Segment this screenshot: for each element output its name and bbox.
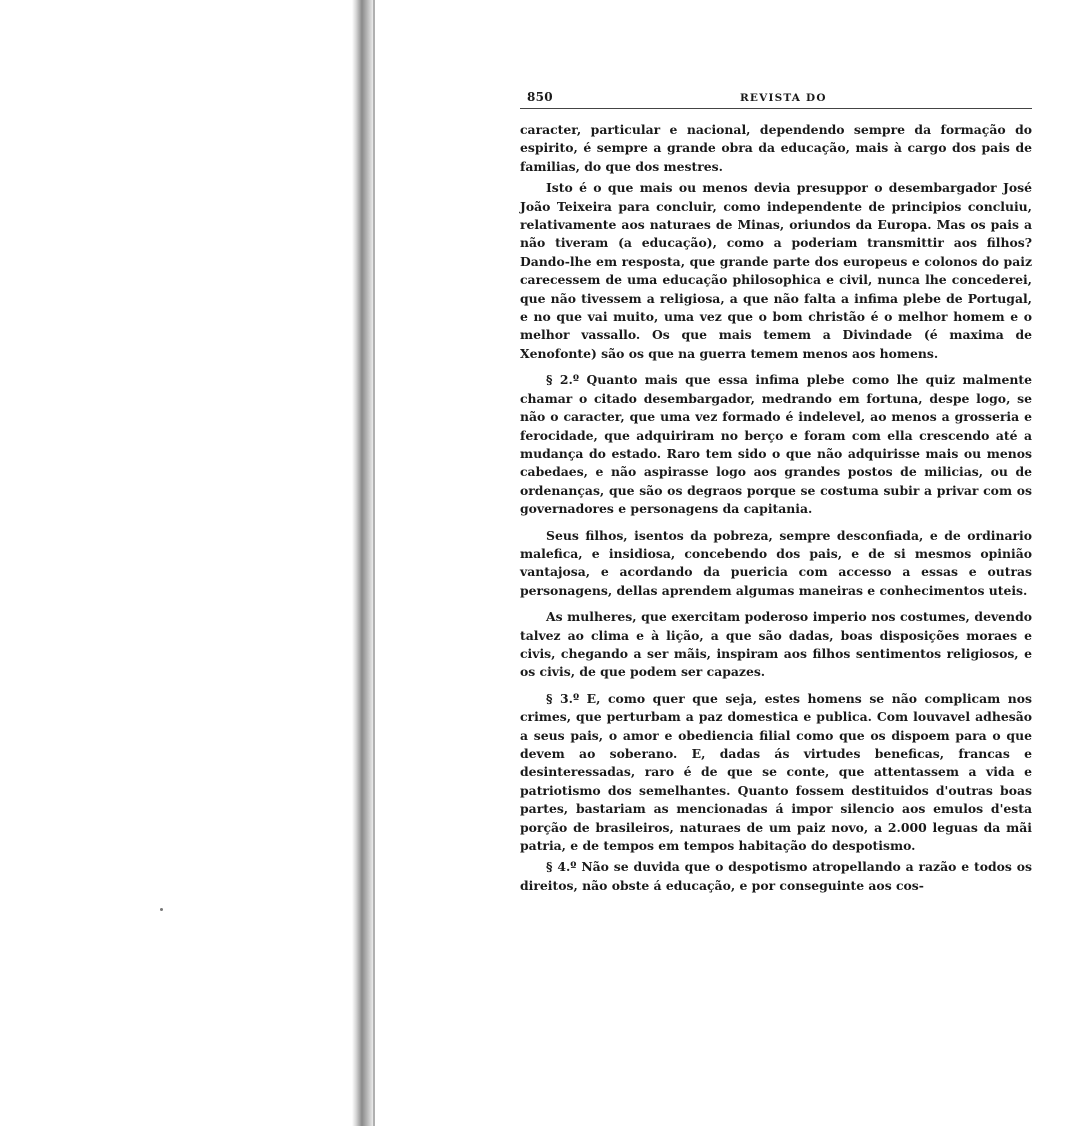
paragraph-continuation: caracter, particular e nacional, dependendo sempre da formação do espirito, é sempre a grande obra da educação, mais à cargo dos pais de familias, do que dos mestres. <box>520 122 1032 174</box>
gutter-edge-line <box>373 0 375 1126</box>
book-binding-gutter <box>352 0 374 1126</box>
paragraph: Isto é o que mais ou menos devia presuppor o desembargador José João Teixeira para concluir, como independente de principios concluiu, relativamente aos naturaes de Minas, oriundos da Europa. Mas os pais a não tiveram (a educação), como a poderiam transmittir aos filhos? Dando-lhe em resposta, que grande parte dos europeus e colonos do paiz carecessem de uma educação philosophica e civil, nunca lhe concederei, que não tivessem a religiosa, a que não falta a infima plebe de Portugal, e no que vai muito, uma vez que o bom christão é o melhor homem e o melhor vassallo. Os que mais temem a Divindade (é maxima de Xenofonte) são os que na guerra temem menos aos homens. <box>520 180 1032 361</box>
paragraph-section-4: § 4.º Não se duvida que o despotismo atropellando a razão e todos os direitos, não obste á educação, e por conseguinte aos cos- <box>520 859 1032 893</box>
page-content <box>520 86 1032 898</box>
paragraph-section-2: § 2.º Quanto mais que essa infima plebe como lhe quiz malmente chamar o citado desembargador, medrando em fortuna, despe logo, se não o caracter, que uma vez formado é indelevel, ao menos a grosseria e ferocidade, que adquiriram no berço e foram com ella crescendo até a mudança do estado. Raro tem sido o que não adquirisse mais ou menos cabedaes, e não aspirasse logo aos grandes postos de milicias, ou de ordenanças, que são os degraos porque se costuma subir a privar com os governadores e personagens da capitania. <box>520 372 1032 517</box>
running-header <box>520 86 1032 109</box>
body-text <box>520 121 1032 895</box>
paragraph-section-3: § 3.º E, como quer que seja, estes homens se não complicam nos crimes, que perturbam a paz domestica e publica. Com louvavel adhesão a seus pais, o amor e obediencia filial como que os dispoem para o que devem ao soberano. E, dadas ás virtudes beneficas, francas e desinteressadas, raro é de que se conte, que attentassem a vida e patriotismo dos semelhantes. Quanto fossem destituidos d'outras boas partes, bastariam as mencionadas á impor silencio aos emulos d'esta porção de brasileiros, naturaes de um paiz novo, a 2.000 leguas da mãi patria, e de tempos em tempos habitação do despotismo. <box>520 690 1032 854</box>
page-number: 850 <box>527 90 553 104</box>
scan-speck <box>160 908 163 911</box>
paragraph: Seus filhos, isentos da pobreza, sempre desconfiada, e de ordinario malefica, e insidiosa, concebendo dos pais, e de si mesmos opinião vantajosa, e acordando da puericia com accesso a essas e outras personagens, dellas aprendem algumas maneiras e conhecimentos uteis. <box>520 527 1032 598</box>
paragraph: As mulheres, que exercitam poderoso imperio nos costumes, devendo talvez ao clima e à lição, a que são dadas, boas disposições moraes e civis, chegando a ser mãis, inspiram aos filhos sentimentos religiosos, e os civis, de que podem ser capazes. <box>520 609 1032 680</box>
journal-title: REVISTA DO <box>740 92 827 104</box>
